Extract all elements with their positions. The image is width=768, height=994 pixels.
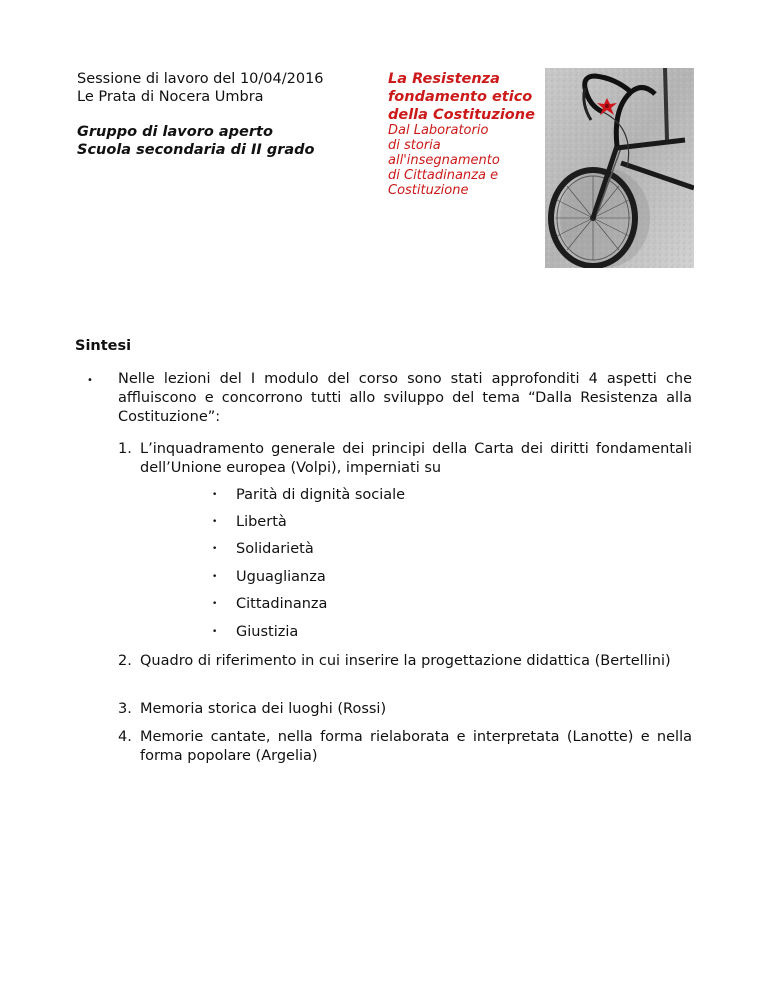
list-item: Quadro di riferimento in cui inserire la progettazione didattica (Bertellini) bbox=[140, 653, 671, 669]
session-date: Sessione di lavoro del 10/04/2016 bbox=[77, 71, 324, 87]
section-heading: Sintesi bbox=[75, 338, 132, 354]
subtitle-line: di storia bbox=[388, 138, 441, 153]
subtitle-line: di Cittadinanza e bbox=[388, 168, 499, 183]
principle-item: Uguaglianza bbox=[236, 569, 326, 585]
principle-item: Cittadinanza bbox=[236, 596, 328, 612]
session-location: Le Prata di Nocera Umbra bbox=[77, 89, 264, 105]
group-info bbox=[77, 123, 314, 159]
title-line: La Resistenza bbox=[388, 71, 500, 87]
bullet-icon: • bbox=[212, 627, 218, 637]
bicycle-photo bbox=[545, 68, 694, 268]
title-line: della Costituzione bbox=[388, 107, 535, 123]
list-number: 3. bbox=[118, 701, 132, 717]
title-line: fondamento etico bbox=[388, 89, 533, 105]
bullet-icon: • bbox=[212, 572, 218, 582]
doc-subtitle bbox=[388, 123, 500, 198]
principle-item: Solidarietà bbox=[236, 541, 314, 557]
bullet-icon: • bbox=[212, 544, 218, 554]
bullet-icon: • bbox=[87, 375, 93, 386]
list-item: Memoria storica dei luoghi (Rossi) bbox=[140, 701, 387, 717]
list-item: L’inquadramento generale dei principi della Carta dei diritti fondamentali dell’Unione europea (Volpi), imperniati su bbox=[140, 441, 692, 476]
intro-paragraph: Nelle lezioni del I modulo del corso sono stati approfonditi 4 aspetti che affluiscono e concorrono tutti allo sviluppo del tema “Dalla Resistenza alla Costituzione”: bbox=[118, 371, 692, 425]
principle-item: Libertà bbox=[236, 514, 287, 530]
principle-item: Giustizia bbox=[236, 624, 299, 640]
bullet-icon: • bbox=[212, 517, 218, 527]
school-level: Scuola secondaria di II grado bbox=[77, 142, 315, 158]
bullet-icon: • bbox=[212, 490, 218, 500]
subtitle-line: all'insegnamento bbox=[388, 153, 500, 168]
group-name: Gruppo di lavoro aperto bbox=[77, 124, 273, 140]
subtitle-line: Costituzione bbox=[388, 183, 469, 198]
principle-item: Parità di dignità sociale bbox=[236, 487, 406, 503]
list-number: 2. bbox=[118, 653, 132, 669]
list-number: 4. bbox=[118, 729, 132, 745]
session-info bbox=[77, 70, 324, 106]
list-number: 1. bbox=[118, 441, 132, 457]
bullet-icon: • bbox=[212, 599, 218, 609]
doc-title bbox=[388, 70, 535, 124]
list-item: Memorie cantate, nella forma rielaborata e interpretata (Lanotte) e nella forma popolare (Argelia) bbox=[140, 729, 692, 764]
subtitle-line: Dal Laboratorio bbox=[388, 123, 489, 138]
